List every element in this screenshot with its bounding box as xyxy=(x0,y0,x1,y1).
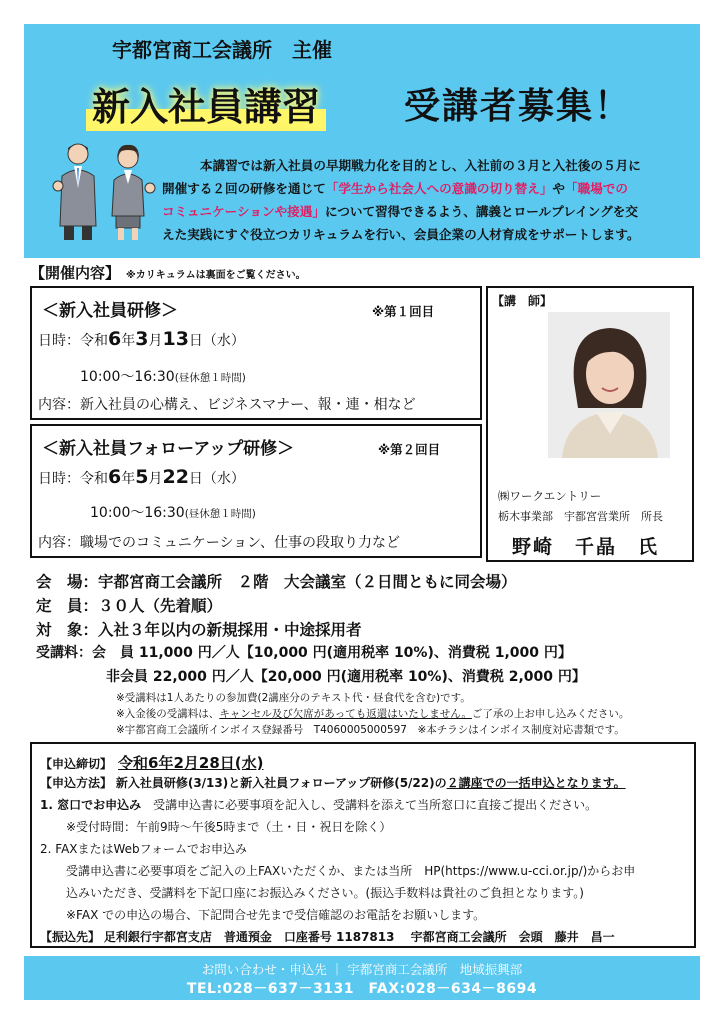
method-1-note: ※受付時間：午前9時～午後5時まで（土・日・祝日を除く） xyxy=(66,820,392,834)
intro-text xyxy=(162,154,692,246)
target-row: 対 象：入社３年以内の新規採用・中途採用者 xyxy=(36,621,362,639)
lecturer-label: 【講 師】 xyxy=(492,294,553,308)
course-box-2 xyxy=(30,424,482,558)
contact-footer xyxy=(24,956,700,1000)
event-content-label: 【開催内容】 ※カリキュラムは裏面をご覧ください。 xyxy=(30,264,306,282)
method-2-text-1: 受講申込書に必要事項をご記入の上FAXいただくか、または当所 HP(https://www.u-cci.or.jp/)からお申 xyxy=(66,864,636,878)
fee-note-2: ※入金後の受講料は、キャンセル及び欠席があっても返還はいたしません。ご了承の上お申し込みください。 xyxy=(116,708,630,720)
intro-line-3: コミュニケーションや接遇」について習得できるよう、講義とロールプレイングを交 xyxy=(162,204,638,219)
sub-title: 受講者募集！ xyxy=(404,86,633,127)
course-1-content: 内容：新入社員の心構え、ビジネスマナー、報・連・相など xyxy=(38,397,416,413)
business-people-illustration xyxy=(48,136,158,242)
intro-line-2: 開催する２回の研修を通じて「学生から社会人への意識の切り替え」や「職場での xyxy=(162,181,628,196)
lecturer-branch: 栃木事業部 宇都宮営業所 所長 xyxy=(498,510,663,523)
course-box-1 xyxy=(30,286,482,420)
contact-label: お問い合わせ・申込先 ｜ 宇都宮商工会議所 地域振興部 xyxy=(201,962,523,977)
fee-note-1: ※受講料は1人あたりの参加費(2講座分のテキスト代・昼食代を含む)です。 xyxy=(116,692,471,704)
course-2-content: 内容：職場でのコミュニケーション、仕事の段取り力など xyxy=(38,535,401,551)
method-2-title: 2. FAXまたはWebフォームでお申込み xyxy=(40,842,248,856)
lecturer-company: ㈱ワークエントリー xyxy=(498,489,602,503)
method-1-row: 1. 窓口でお申込み 受講申込書に必要事項を記入し、受講料を添えて当所窓口に直接ご提出ください。 xyxy=(40,798,598,812)
lecturer-photo xyxy=(548,312,670,458)
header-banner xyxy=(24,24,700,258)
course-2-time: 10:00～16:30(昼休憩１時間) xyxy=(90,505,256,521)
application-box xyxy=(30,742,696,948)
course-1-round: ※第１回目 xyxy=(372,304,435,319)
contact-phone-fax: TEL:028－637－3131 FAX:028－634－8694 xyxy=(186,981,538,997)
method-row: 【申込方法】 新入社員研修(3/13)と新入社員フォローアップ研修(5/22)の２講座での一括申込となります。 xyxy=(40,776,626,790)
lecturer-box xyxy=(486,286,694,562)
method-2-text-2: 込みいただき、受講料を下記口座にお振込みください。(振込手数料は貴社のご負担となります。) xyxy=(66,886,584,900)
course-2-date: 日時：令和6年5月22日（水） xyxy=(38,466,245,488)
deadline-date: 令和6年2月28日(水) xyxy=(118,754,264,772)
course-1-date: 日時：令和6年3月13日（水） xyxy=(38,328,245,350)
fee-nonmember-row: 非会員 22,000 円／人【20,000 円(適用税率 10%)、消費税 2,000 円】 xyxy=(106,669,586,685)
curriculum-note: ※カリキュラムは裏面をご覧ください。 xyxy=(126,270,306,281)
course-2-round: ※第２回目 xyxy=(378,442,441,457)
venue-row: 会 場：宇都宮商工会議所 ２階 大会議室（２日間ともに同会場） xyxy=(36,573,517,591)
lecturer-name: 野崎 千晶 氏 xyxy=(512,536,660,558)
method-2-note: ※FAX での申込の場合、下記問合せ先まで受信確認のお電話をお願いします。 xyxy=(66,908,486,922)
invoice-note: ※宇都宮商工会議所インボイス登録番号 T4060005000597 ※本チラシはインボイス制度対応書類です。 xyxy=(116,724,625,736)
fee-member-row: 受講料：会 員 11,000 円／人【10,000 円(適用税率 10%)、消費税 1,000 円】 xyxy=(36,645,572,661)
intro-line-1: 本講習では新入社員の早期戦力化を目的とし、入社前の３月と入社後の５月に xyxy=(200,158,641,173)
intro-line-4: えた実践にすぐ役立つカリキュラムを行い、会員企業の人材育成をサポートします。 xyxy=(162,227,640,242)
organizer-text: 宇都宮商工会議所 主催 xyxy=(112,38,332,62)
course-1-title: ＜新入社員研修＞ xyxy=(42,301,178,321)
bank-row: 【振込先】 足利銀行宇都宮支店 普通預金 口座番号 1187813 宇都宮商工会議所 会頭 藤井 昌一 xyxy=(40,930,615,944)
capacity-row: 定 員：３０人（先着順） xyxy=(36,597,223,615)
deadline-row: 【申込締切】 令和6年2月28日(水) xyxy=(40,754,264,772)
course-1-time: 10:00～16:30(昼休憩１時間) xyxy=(80,369,246,385)
course-2-title: ＜新入社員フォローアップ研修＞ xyxy=(42,439,295,459)
main-title: 新入社員講習 xyxy=(86,76,326,131)
